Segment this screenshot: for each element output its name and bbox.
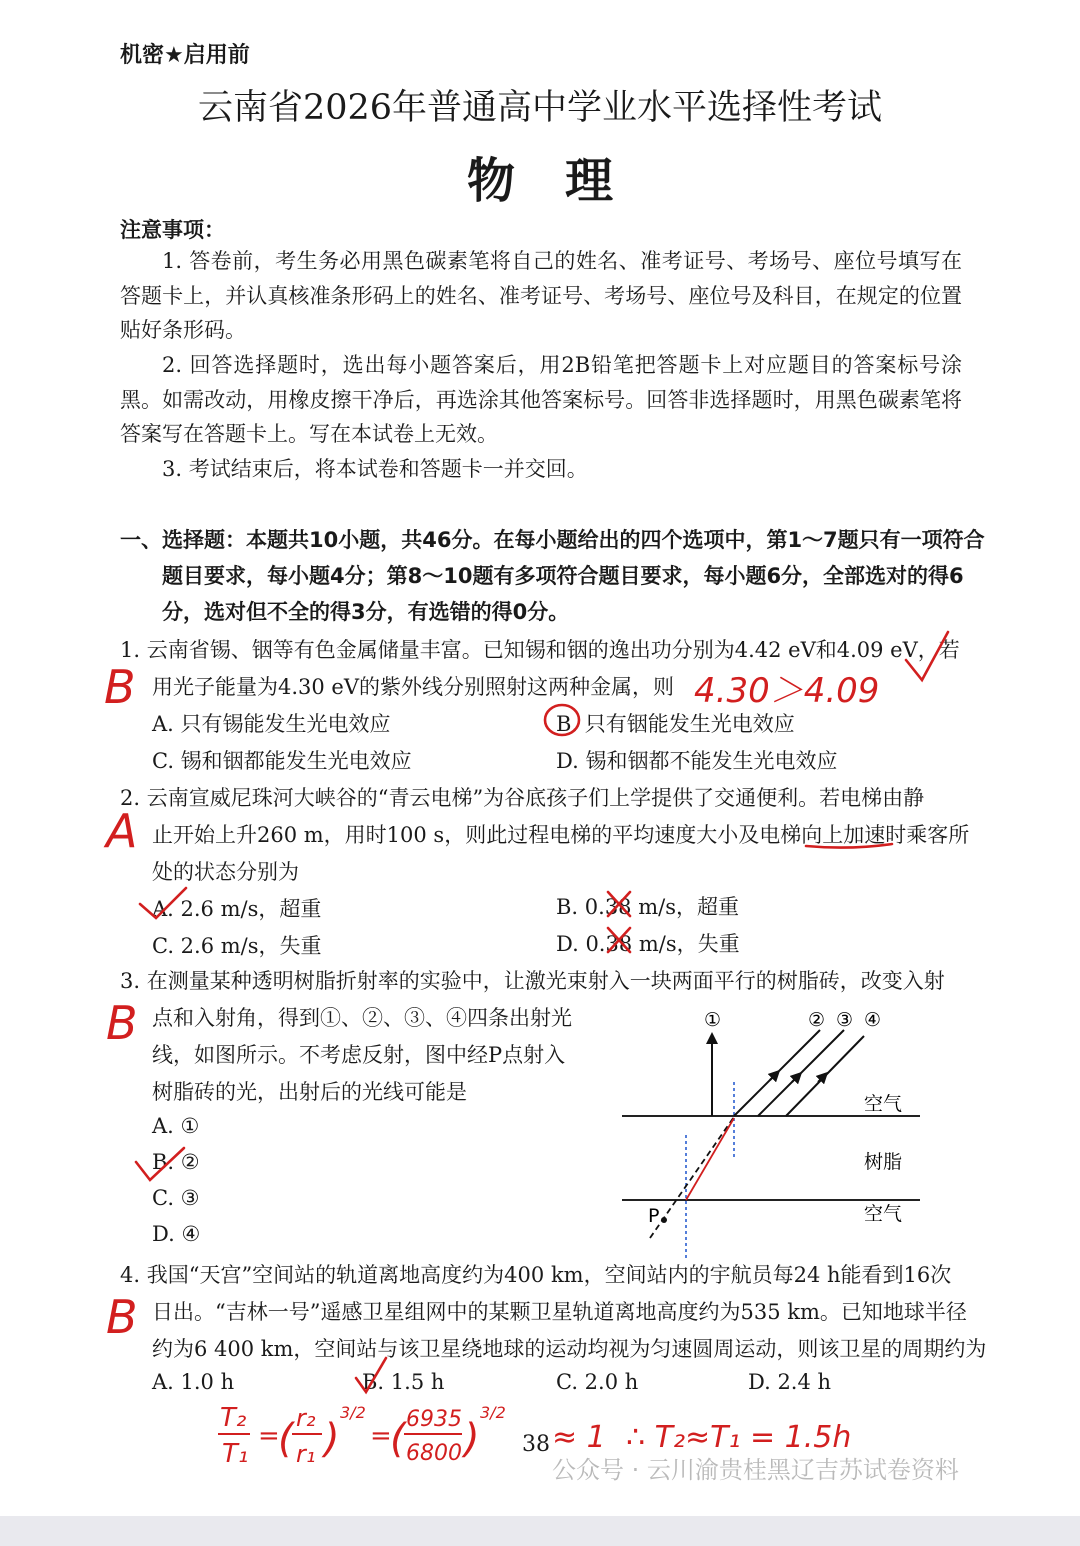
q4-line1: 4. 我国“天宫”空间站的轨道离地高度约为400 km，空间站内的宇航员每24 h能看到16次 — [120, 1263, 952, 1287]
section-heading: 一、选择题：本题共10小题，共46分。在每小题给出的四个选项中，第1～7题只有一项符合题目要求，每小题4分；第8～10题有多项符合题目要求，每小题6分，全部选对的得6分，选对但不全的得3分，有选错的得0分。 — [120, 528, 985, 624]
svg-text:T₂: T₂ — [220, 1403, 247, 1433]
q2-cross-d — [608, 928, 630, 952]
svg-text:=: = — [370, 1421, 392, 1451]
label-resin: 树脂 — [864, 1151, 903, 1173]
q4-formula-numerator: 6935 — [406, 1407, 462, 1432]
notice-item-3: 3. 考试结束后，将本试卷和答题卡一并交回。 — [162, 457, 588, 481]
q4-formula-exponent-1: 3/2 — [340, 1403, 366, 1422]
notice-item-1: 1. 答卷前，考生务必用黑色碳素笔将自己的姓名、准考证号、考场号、座位号填写在答题卡上，并认真核准条形码上的姓名、准考证号、考场号、座位号及科目，在规定的位置贴好条形码。 — [120, 249, 962, 342]
q1-option-b: B. 只有铟能发生光电效应 — [556, 712, 795, 736]
q1-handwritten-answer: B — [104, 660, 136, 714]
q2-line1: 2. 云南宣威尼珠河大峡谷的“青云电梯”为谷底孩子们上学提供了交通便利。若电梯由静 — [120, 786, 925, 810]
q4-handwritten-result: ∴ T₂≈T₁ = 1.5h — [626, 1420, 852, 1455]
q4-check-option-b — [356, 1358, 386, 1392]
q2-option-b: B. 0.38 m/s，超重 — [556, 895, 739, 919]
q2-underline-accelerate — [806, 844, 892, 848]
q2-cross-b — [608, 892, 630, 916]
q2-option-d: D. 0.38 m/s，失重 — [556, 932, 740, 956]
svg-text:(: ( — [278, 1416, 294, 1462]
q3-check-option-b — [136, 1148, 184, 1180]
q1-check-mark — [906, 632, 948, 680]
q4-line3: 约为6 400 km，空间站与该卫星绕地球的运动均视为匀速圆周运动，则该卫星的周期约为 — [152, 1337, 987, 1361]
q1-option-c: C. 锡和铟都能发生光电效应 — [152, 749, 412, 773]
q4-handwritten-approx: ≈ 1 — [552, 1420, 606, 1455]
q3-option-d: D. ④ — [152, 1222, 201, 1246]
q3-line4: 树脂砖的光，出射后的光线可能是 — [152, 1080, 467, 1104]
q4-formula-exponent-2: 3/2 — [480, 1403, 506, 1422]
q2-handwritten-answer: A — [106, 804, 138, 858]
page-number: 38 — [522, 1432, 550, 1457]
q1-option-d: D. 锡和铟都不能发生光电效应 — [556, 749, 838, 773]
q4-option-b: B. 1.5 h — [362, 1370, 445, 1394]
bottom-strip — [0, 1516, 1080, 1546]
label-air-top: 空气 — [864, 1093, 903, 1115]
q4-line2: 日出。“吉林一号”遥感卫星组网中的某颗卫星轨道离地高度约为535 km。已知地球半径 — [152, 1300, 967, 1324]
q3-option-c: C. ③ — [152, 1186, 200, 1210]
svg-text:): ) — [324, 1416, 340, 1462]
q3-option-b: B. ② — [152, 1150, 200, 1174]
q2-line2: 止开始上升260 m，用时100 s，则此过程电梯的平均速度大小及电梯向上加速时乘客所 — [152, 823, 970, 847]
svg-text:): ) — [464, 1416, 480, 1462]
subject-title: 物理 — [466, 153, 663, 209]
svg-text:r₁: r₁ — [296, 1440, 316, 1468]
label-ray-3: ③ — [836, 1009, 854, 1031]
label-ray-4: ④ — [864, 1009, 882, 1031]
svg-text:(: ( — [390, 1416, 406, 1462]
watermark-text: 公众号 · 云川渝贵桂黑辽吉苏试卷资料 — [552, 1456, 959, 1484]
q1-option-a: A. 只有锡能发生光电效应 — [152, 712, 391, 736]
svg-text:r₂: r₂ — [296, 1404, 316, 1432]
svg-text:=: = — [258, 1421, 280, 1451]
q1-line1: 1. 云南省锡、铟等有色金属储量丰富。已知锡和铟的逸出功分别为4.42 eV和4.09 eV，若 — [120, 638, 960, 662]
q4-formula-denominator: 6800 — [406, 1441, 462, 1466]
q1-handwritten-note: 4.30＞4.09 — [694, 671, 880, 711]
q1-line2: 用光子能量为4.30 eV的紫外线分别照射这两种金属，则 — [152, 675, 675, 699]
q2-option-a: A. 2.6 m/s，超重 — [152, 897, 322, 921]
q3-line3: 线，如图所示。不考虑反射，图中经P点射入 — [152, 1043, 566, 1067]
q2-option-c: C. 2.6 m/s，失重 — [152, 934, 322, 958]
q4-handwritten-answer: B — [106, 1290, 138, 1344]
q2-line3: 处的状态分别为 — [152, 860, 299, 884]
q4-option-d: D. 2.4 h — [748, 1370, 832, 1394]
q3-line2: 点和入射角，得到①、②、③、④四条出射光 — [152, 1006, 572, 1030]
q4-option-c: C. 2.0 h — [556, 1370, 639, 1394]
q2-check-option-a — [140, 888, 186, 918]
label-ray-1: ① — [704, 1009, 722, 1031]
q3-option-a: A. ① — [152, 1114, 200, 1138]
q3-line1: 3. 在测量某种透明树脂折射率的实验中，让激光束射入一块两面平行的树脂砖，改变入射 — [120, 969, 945, 993]
q3-handwritten-answer: B — [106, 996, 138, 1050]
notice-item-2: 2. 回答选择题时，选出每小题答案后，用2B铅笔把答题卡上对应题目的答案标号涂黑。如需改动，用橡皮擦干净后，再选涂其他答案标号。回答非选择题时，用黑色碳素笔将答案写在答题卡上。写在本试卷上无效。 — [120, 353, 962, 446]
label-point-p: P — [648, 1205, 660, 1227]
q1-circle-option-b — [545, 705, 579, 735]
q4-option-a: A. 1.0 h — [152, 1370, 235, 1394]
label-ray-2: ② — [808, 1009, 826, 1031]
notice-heading: 注意事项： — [120, 218, 225, 242]
exam-title: 云南省2026年普通高中学业水平选择性考试 — [197, 88, 883, 128]
confidential-mark: 机密★启用前 — [120, 43, 250, 68]
svg-text:T₁: T₁ — [222, 1439, 249, 1469]
label-air-bottom: 空气 — [864, 1203, 903, 1225]
